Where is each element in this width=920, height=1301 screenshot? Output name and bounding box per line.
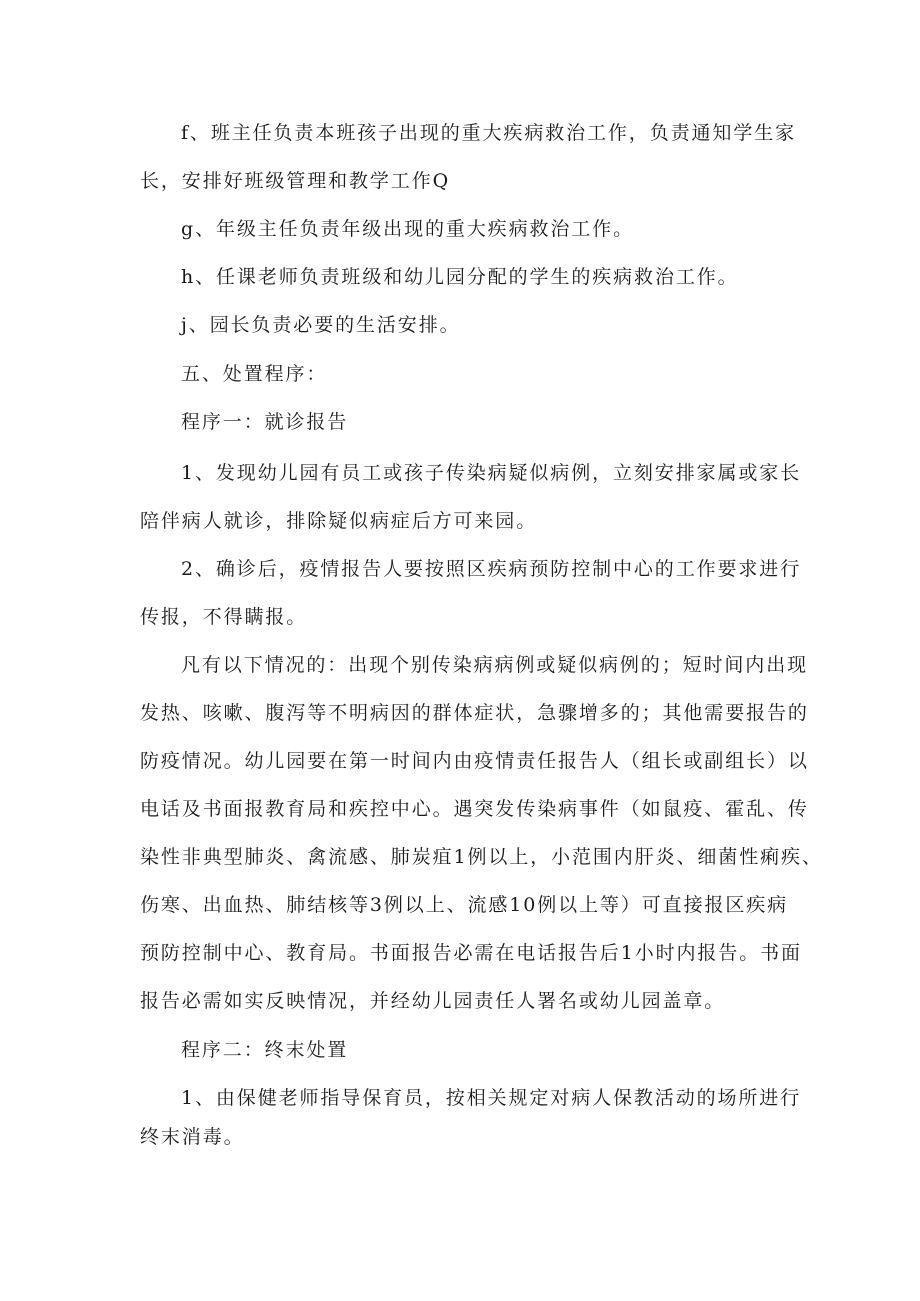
- reporting-paragraph-line-8: 报告必需如实反映情况，并经幼儿园责任人署名或幼儿园盖章。: [140, 990, 726, 1012]
- paragraph-f-line-1: f、班主任负责本班孩子出现的重大疾病救治工作，负责通知学生家: [181, 122, 797, 144]
- paragraph-f-line-2: 长，安排好班级管理和教学工作Q: [140, 170, 451, 192]
- reporting-paragraph-line-3: 防疫情况。幼儿园要在第一时间内由疫情责任报告人（组长或副组长）以: [140, 750, 809, 772]
- procedure-one-heading: 程序一：就诊报告: [181, 411, 349, 433]
- procedure-one-item-2-line-2: 传报，不得瞒报。: [140, 606, 308, 628]
- reporting-paragraph-line-4: 电话及书面报教育局和疾控中心。遇突发传染病事件（如鼠疫、霍乱、传: [140, 798, 809, 820]
- reporting-paragraph-line-6: 伤寒、出血热、肺结核等3例以上、流感10例以上等）可直接报区疾病: [140, 894, 789, 916]
- paragraph-g: g、年级主任负责年级出现的重大疾病救治工作。: [181, 218, 634, 240]
- procedure-one-item-1-line-1: 1、发现幼儿园有员工或孩子传染病疑似病例，立刻安排家属或家长: [181, 462, 802, 484]
- reporting-paragraph-line-1: 凡有以下情况的：出现个别传染病病例或疑似病例的；短时间内出现: [181, 654, 809, 676]
- reporting-paragraph-line-5: 染性非典型肺炎、禽流感、肺炭疽1例以上，小范围内肝炎、细菌性痢疾、: [140, 846, 823, 868]
- paragraph-h: h、任课老师负责班级和幼儿园分配的学生的疾病救治工作。: [181, 266, 739, 288]
- reporting-paragraph-line-7: 预防控制中心、教育局。书面报告必需在电话报告后1小时内报告。书面: [140, 942, 802, 964]
- procedure-two-item-1-line-2: 终末消毒。: [140, 1126, 245, 1148]
- procedure-two-heading: 程序二：终末处置: [181, 1039, 349, 1061]
- reporting-paragraph-line-2: 发热、咳嗽、腹泻等不明病因的群体症状，急骤增多的；其他需要报告的: [140, 702, 809, 724]
- procedure-two-item-1-line-1: 1、由保健老师指导保育员，按相关规定对病人保教活动的场所进行: [181, 1087, 802, 1109]
- paragraph-j: j、园长负责必要的生活安排。: [181, 314, 461, 336]
- procedure-one-item-2-line-1: 2、确诊后，疫情报告人要按照区疾病预防控制中心的工作要求进行: [181, 558, 802, 580]
- procedure-one-item-1-line-2: 陪伴病人就诊，排除疑似病症后方可来园。: [140, 510, 538, 532]
- section-heading-disposal-procedure: 五、处置程序：: [181, 363, 328, 385]
